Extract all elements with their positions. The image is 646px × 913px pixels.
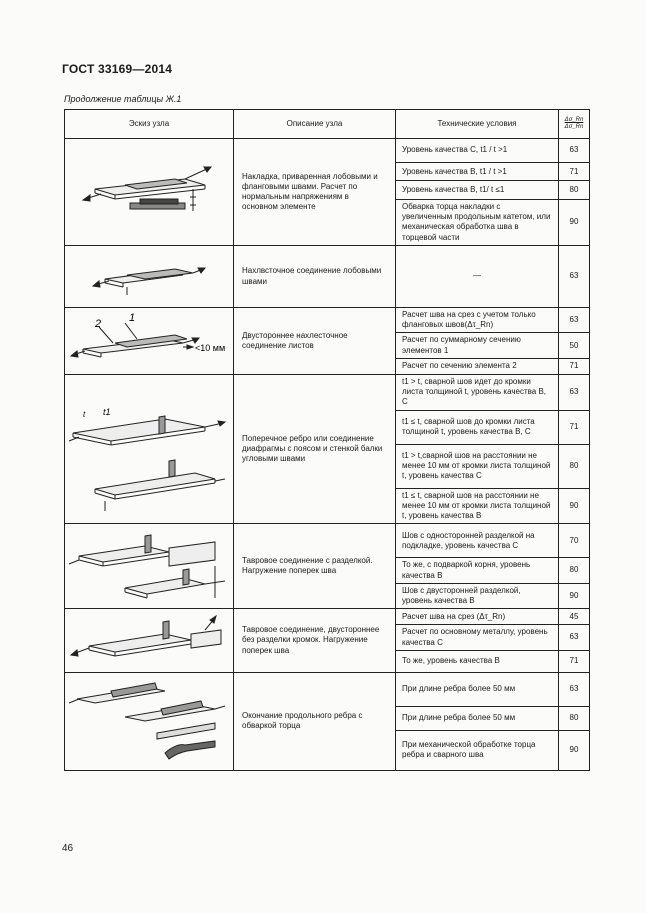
sketch-transverse-rib — [65, 374, 234, 523]
value-cell: 63 — [559, 374, 590, 410]
sketch-label-2: 2 — [95, 317, 102, 330]
table-row — [65, 139, 590, 163]
value-cell: 63 — [559, 625, 590, 650]
table-row — [65, 672, 590, 706]
condition-cell: — — [396, 246, 559, 308]
condition-cell: Расчет по суммарному сечению элементов 1 — [396, 333, 559, 358]
table-continuation-caption: Продолжение таблицы Ж.1 — [64, 94, 182, 104]
header-conditions: Технические условия — [396, 110, 559, 139]
table-row — [65, 524, 590, 558]
value-cell: 45 — [559, 609, 590, 625]
condition-cell: t1 ≤ t, сварной шов на расстоянии не менее 10 мм от кромки листа толщиной t, уровень качества B — [396, 488, 559, 524]
sketch-t-joint-fillet — [65, 609, 234, 672]
t-joint-fillet-sketch-icon — [65, 610, 234, 672]
table-row — [65, 374, 590, 410]
document-standard-title: ГОСТ 33169—2014 — [62, 62, 173, 76]
condition-cell: То же, с подваркой корня, уровень качества B — [396, 558, 559, 583]
value-cell: 50 — [559, 333, 590, 358]
condition-cell: t1 > t,сварной шов на расстоянии не менее 10 мм от кромки листа толщиной t, уровень качества C — [396, 444, 559, 488]
value-cell: 90 — [559, 488, 590, 524]
transverse-rib-sketch-icon — [65, 379, 234, 519]
condition-cell: При длине ребра более 50 мм — [396, 706, 559, 730]
condition-cell: При механической обработке торца ребра и сварного шва — [396, 730, 559, 770]
sketch-dimension: <10 мм — [195, 342, 226, 353]
ratio-numerator: Δσ_Rn — [564, 117, 584, 124]
description-t-joint-groove: Тавровое соединение с разделкой. Нагружение поперек шва — [234, 524, 396, 609]
value-cell: 80 — [559, 181, 590, 199]
value-cell: 63 — [559, 246, 590, 308]
value-cell: 71 — [559, 650, 590, 672]
lap-joint-sketch-icon — [65, 247, 234, 307]
sketch-rib-end — [65, 672, 234, 770]
condition-cell: Уровень качества С, t1 / t >1 — [396, 139, 559, 163]
double-lap-sketch-icon — [65, 309, 234, 373]
condition-cell: Расчет по сечению элемента 2 — [396, 358, 559, 374]
condition-cell: Расчет шва на срез (Δτ_Rn) — [396, 609, 559, 625]
sketch-lap-joint — [65, 246, 234, 308]
value-cell: 63 — [559, 308, 590, 333]
table-row — [65, 308, 590, 333]
table-row — [65, 246, 590, 308]
value-cell: 63 — [559, 139, 590, 163]
value-cell: 90 — [559, 199, 590, 245]
value-cell: 70 — [559, 524, 590, 558]
description-t-joint-fillet: Тавровое соединение, двустороннее без разделки кромок. Нагружение поперек шва — [234, 609, 396, 672]
header-description: Описание узла — [234, 110, 396, 139]
condition-cell: t1 ≤ t, сварной шов до кромки листа толщиной t, уровень качества B, C — [396, 410, 559, 444]
value-cell: 80 — [559, 558, 590, 583]
description-cover-plate: Накладка, приваренная лобовыми и фланговыми швами. Расчет по нормальным напряжениям в основном элементе — [234, 139, 396, 246]
ratio-denominator: Δσ_Rn — [564, 123, 584, 130]
sketch-label-t: t — [83, 410, 86, 420]
description-lap-joint: Нахлвсточное соединение лобовыми швами — [234, 246, 396, 308]
condition-cell: t1 > t, сварной шов идет до кромки листа толщиной t, уровень качества B, C — [396, 374, 559, 410]
header-sketch: Эскиз узла — [65, 110, 234, 139]
value-cell: 71 — [559, 163, 590, 181]
sketch-cover-plate — [65, 139, 234, 246]
value-cell: 90 — [559, 583, 590, 608]
cover-plate-sketch-icon — [65, 139, 234, 245]
sketch-double-lap — [65, 308, 234, 375]
page-number: 46 — [62, 843, 74, 854]
condition-cell: Шов с односторонней разделкой на подкладке, уровень качества C — [396, 524, 559, 558]
value-cell: 90 — [559, 730, 590, 770]
description-double-lap: Двустороннее нахлесточное соединение листов — [234, 308, 396, 375]
sketch-label-1: 1 — [129, 311, 136, 324]
value-cell: 71 — [559, 410, 590, 444]
rib-end-sketch-icon — [65, 673, 234, 769]
sketch-t-joint-groove — [65, 524, 234, 609]
t-joint-groove-sketch-icon — [65, 526, 234, 606]
value-cell: 63 — [559, 672, 590, 706]
header-ratio — [559, 110, 590, 139]
condition-cell: При длине ребра более 50 мм — [396, 672, 559, 706]
sketch-label-t1: t1 — [103, 407, 111, 418]
weld-joint-table — [64, 109, 590, 771]
condition-cell: Обварка торца накладки с увеличенным продольным катетом, или механическая обработка шва в торцевой части — [396, 199, 559, 245]
condition-cell: Уровень качества В, t1 / t >1 — [396, 163, 559, 181]
description-rib-end: Окончание продольного ребра с обваркой торца — [234, 672, 396, 770]
description-transverse-rib: Поперечное ребро или соединение диафрагмы с поясом и стенкой балки угловыми швами — [234, 374, 396, 523]
value-cell: 80 — [559, 706, 590, 730]
value-cell: 80 — [559, 444, 590, 488]
condition-cell: Уровень качества В, t1/ t ≤1 — [396, 181, 559, 199]
condition-cell: Расчет по основному металлу, уровень качества C — [396, 625, 559, 650]
table-header-row — [65, 110, 590, 139]
condition-cell: Шов с двусторонней разделкой, уровень качества B — [396, 583, 559, 608]
table-row — [65, 609, 590, 625]
condition-cell: Расчет шва на срез с учетом только фланговых швов(Δτ_Rn) — [396, 308, 559, 333]
condition-cell: То же, уровень качества B — [396, 650, 559, 672]
value-cell: 71 — [559, 358, 590, 374]
